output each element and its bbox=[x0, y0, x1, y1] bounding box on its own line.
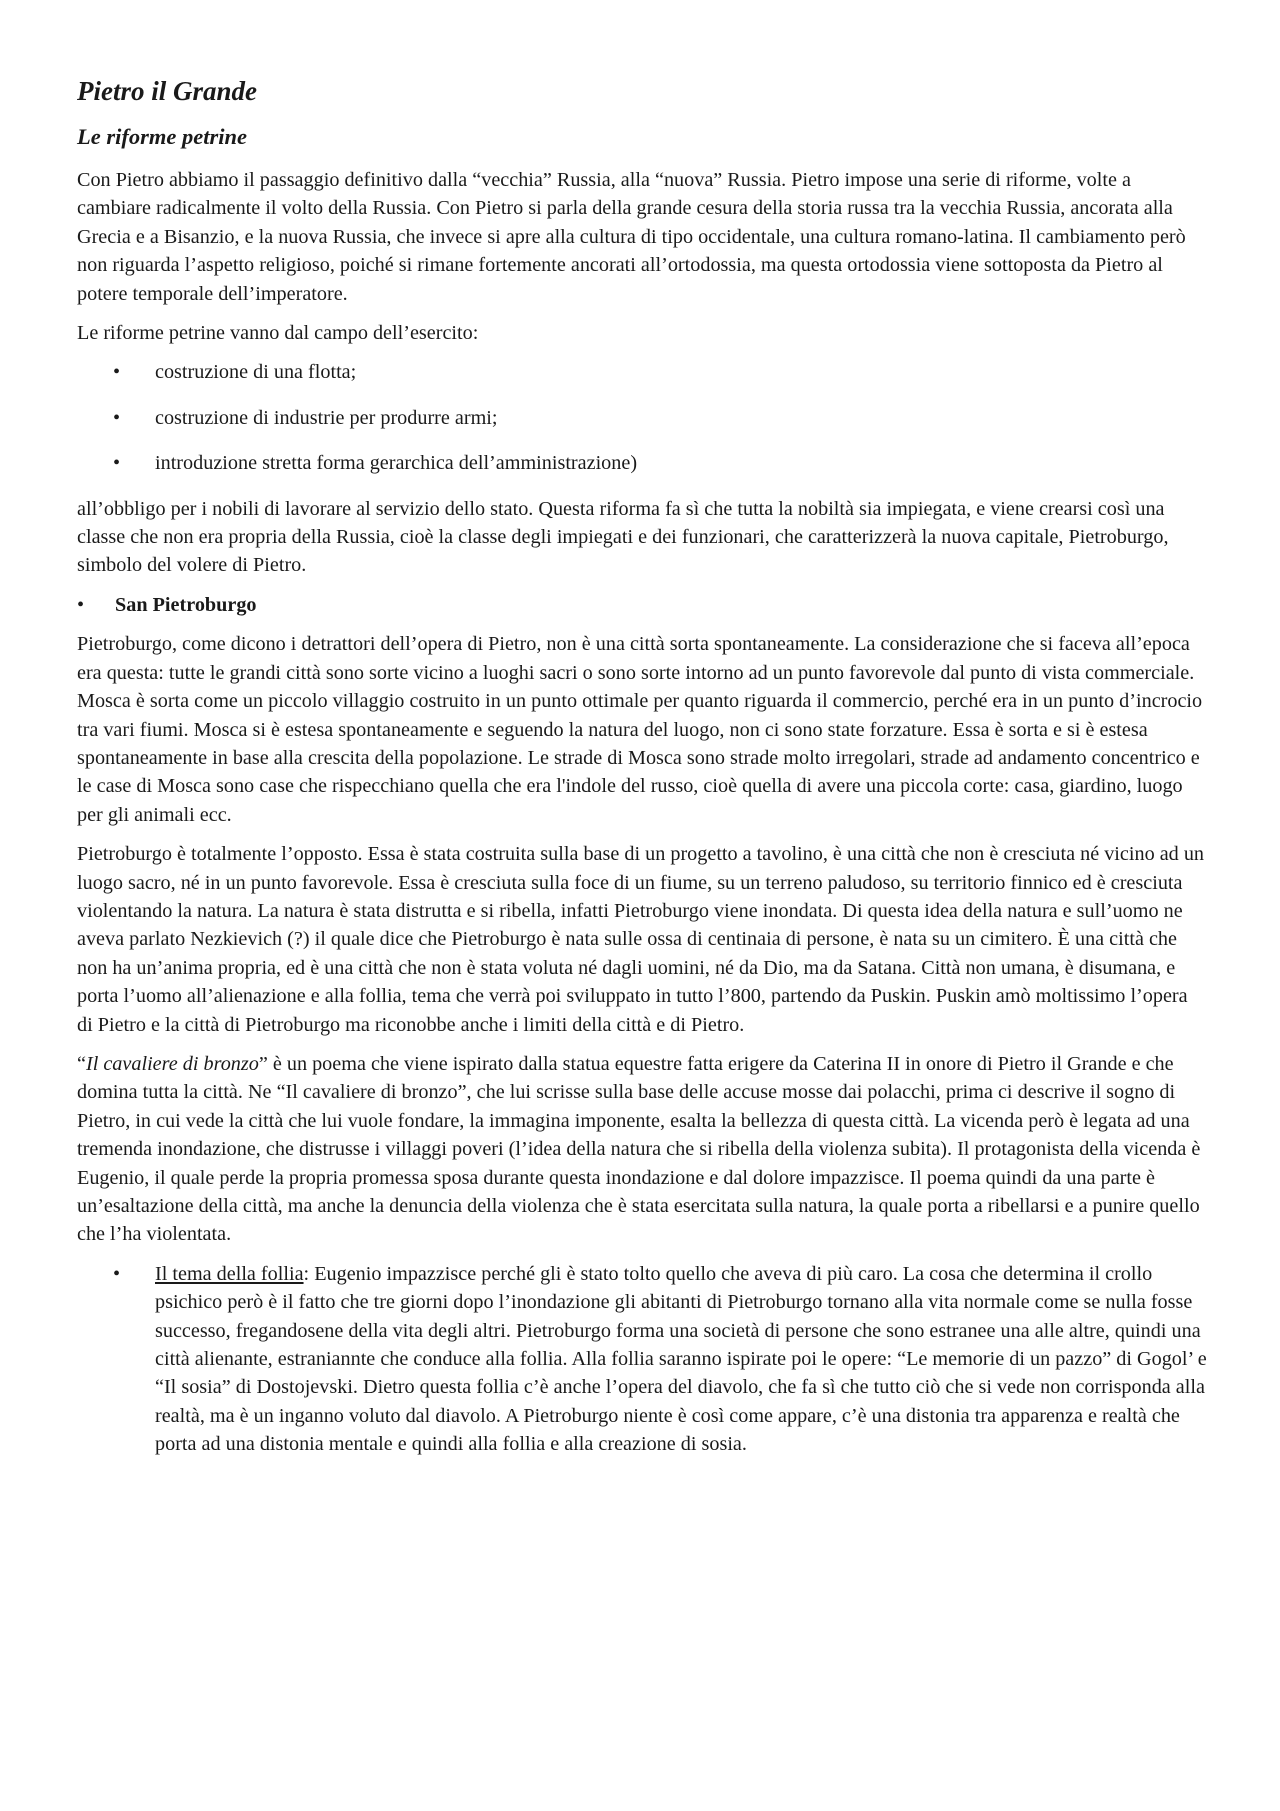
bullet-icon: • bbox=[113, 361, 121, 384]
follia-label: Il tema della follia bbox=[155, 1262, 304, 1285]
paragraph-intro: Con Pietro abbiamo il passaggio definitivo dalla “vecchia” Russia, alla “nuova” Russia. Pietro impose una serie di riforme, volte a cambiare radicalmente il volto della Russia. Con Pietro si parla della grande cesura della storia russa tra la vecchia Russia, ancorata alla Grecia e a Bisanzio, e la nuova Russia, che invece si apre alla cultura di tipo occidentale, una cultura romano-latina. Il cambiamento però non riguarda l’aspetto religioso, poiché si rimane fortemente ancorati all’ortodossia, ma questa ortodossia viene sottoposta da Pietro al potere temporale dell’imperatore. bbox=[77, 169, 1186, 305]
list-item bbox=[77, 358, 1207, 386]
paragraph-nobili: all’obbligo per i nobili di lavorare al servizio dello stato. Questa riforma fa sì che tutta la nobiltà sia impiegata, e viene crearsi così una classe che non era propria della Russia, cioè la classe degli impiegati e dei funzionari, che caratterizzerà la nuova capitale, Pietroburgo, simbolo del volere di Pietro. bbox=[77, 497, 1169, 577]
list-item bbox=[77, 1260, 1207, 1459]
document-page bbox=[77, 74, 1207, 1469]
list-item-text: costruzione di industrie per produrre armi; bbox=[155, 406, 498, 429]
list-item bbox=[77, 449, 1207, 477]
bullet-icon: • bbox=[77, 593, 85, 616]
paragraph-mosca: Pietroburgo, come dicono i detrattori dell’opera di Pietro, non è una città sorta spontaneamente. La considerazione che si faceva all’epoca era questa: tutte le grandi città sono sorte vicino a luoghi sacri o sono sorte intorno ad un punto favorevole dal punto di vista commerciale. Mosca è sorta come un piccolo villaggio costruito in un punto ottimale per quanto riguarda il commercio, perché era in un punto d’incrocio tra vari fiumi. Mosca si è estesa spontaneamente e seguendo la natura del luogo, non ci sono state forzature. Essa è sorta e si è estesa spontaneamente in base alla crescita della popolazione. Le strade di Mosca sono strade molto irregolari, strade ad andamento concentrico e le case di Mosca sono case che rispecchiano quella che era l'indole del russo, cioè quella di avere una piccola corte: casa, giardino, luogo per gli animali ecc. bbox=[77, 633, 1203, 826]
bullet-icon: • bbox=[113, 406, 121, 429]
follia-text: : Eugenio impazzisce perché gli è stato tolto quello che aveva di più caro. La cosa che determina il crollo psichico però è il fatto che tre giorni dopo l’inondazione gli abitanti di Pietroburgo tornano alla vita normale come se nulla fosse successo, fregandosene della vita degli altri. Pietroburgo forma una società di persone che sono estranee una alle altre, quindi una città alienante, estraniannte che conduce alla follia. Alla follia saranno ispirate poi le opere: “Le memorie di un pazzo” di Gogol’ e “Il sosia” di Dostojevski. Dietro questa follia c’è anche l’opera del diavolo, che fa sì che tutto ciò che si vede non corrisponda alla realtà, ma è un inganno voluto dal diavolo. A Pietroburgo niente è così come appare, c’è una distonia tra apparenza e realtà che porta ad una distonia mentale e quindi alla follia e alla creazione di sosia. bbox=[155, 1262, 1207, 1456]
section-heading-text: San Pietroburgo bbox=[115, 593, 257, 616]
reform-list bbox=[77, 358, 1207, 477]
paragraph-cavaliere-text: ” è un poema che viene ispirato dalla statua equestre fatta erigere da Caterina II in onore di Pietro il Grande e che domina tutta la città. Ne “Il cavaliere di bronzo”, che lui scrisse sulla base delle accuse mosse dai polacchi, prima ci descrive il sogno di Pietro, in cui vede la città che lui vuole fondare, la immagina imponente, esalta la bellezza di questa città. La vicenda però è legata ad una tremenda inondazione, che distrusse i villaggi poveri (l’idea della natura che si ribella della violenza subita). Il protagonista della vicenda è Eugenio, il quale perde la propria promessa sposa durante questa inondazione e dal dolore impazzisce. Il poema quindi da una parte è un’esaltazione della città, ma anche la denuncia della violenza che è stata esercitata sulla natura, la quale porta a ribellarsi e a punire quello che l’ha violentata. bbox=[77, 1052, 1201, 1246]
paragraph-cavaliere bbox=[77, 1050, 1207, 1249]
list-item bbox=[77, 404, 1207, 432]
list-item-text: introduzione stretta forma gerarchica dell’amministrazione) bbox=[155, 452, 638, 475]
poem-title: Il cavaliere di bronzo bbox=[85, 1052, 259, 1075]
page-title: Pietro il Grande bbox=[77, 76, 257, 106]
section-heading-san-pietroburgo bbox=[77, 591, 1207, 619]
list-item-text: costruzione di una flotta; bbox=[155, 361, 357, 384]
follia-list bbox=[77, 1260, 1207, 1459]
bullet-icon: • bbox=[113, 1262, 121, 1285]
bullet-icon: • bbox=[113, 452, 121, 475]
open-quote: “ bbox=[77, 1052, 86, 1075]
section-title-riforme: Le riforme petrine bbox=[77, 124, 247, 149]
paragraph-pietroburgo: Pietroburgo è totalmente l’opposto. Essa è stata costruita sulla base di un progetto a tavolino, è una città che non è cresciuta né vicino ad un luogo sacro, né in un punto favorevole. Essa è cresciuta sulla foce di un fiume, su un terreno paludoso, su territorio finnico ed è cresciuta violentando la natura. La natura è stata distrutta e si ribella, infatti Pietroburgo viene inondata. Di questa idea della natura e sull’uomo ne aveva parlato Nezkievich (?) il quale dice che Pietroburgo è nata sulle ossa di centinaia di persone, è nata su un cimitero. È una città che non ha un’anima propria, ed è una città che non è stata voluta né dagli uomini, né da Dio, ma da Satana. Città non umana, è disumana, e porta l’uomo all’alienazione e alla follia, tema che verrà poi sviluppato in tutto l’800, partendo da Puskin. Puskin amò moltissimo l’opera di Pietro e la città di Pietroburgo ma riconobbe anche i limiti della città e di Pietro. bbox=[77, 843, 1205, 1036]
paragraph-riforme-lead: Le riforme petrine vanno dal campo dell’esercito: bbox=[77, 322, 479, 345]
